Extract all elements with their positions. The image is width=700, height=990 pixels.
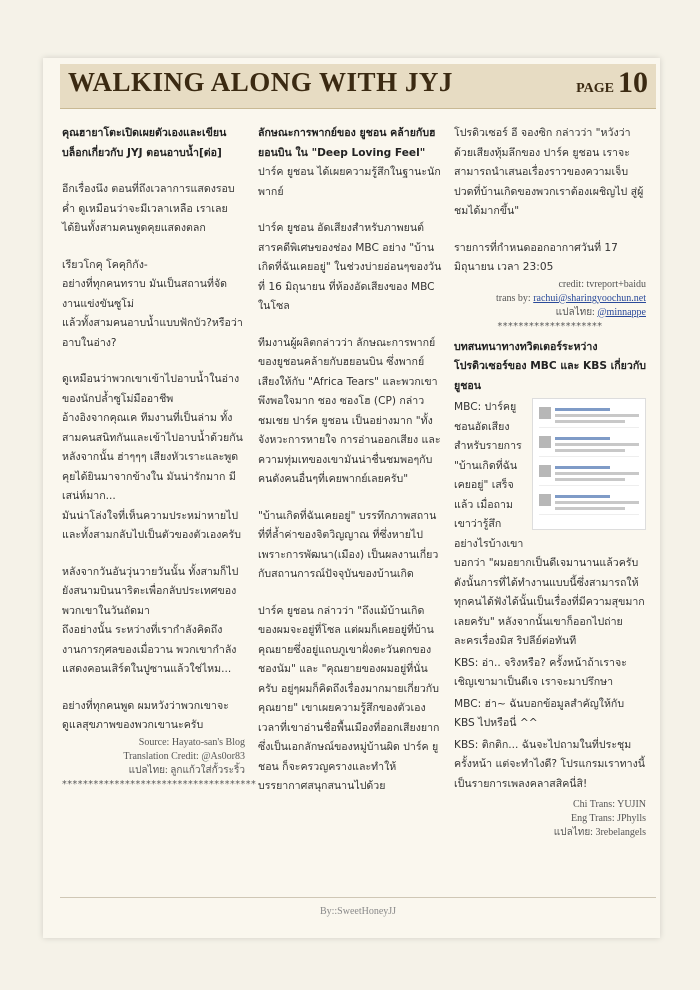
thai-translator-link[interactable]: @minnappe [597, 306, 646, 318]
header-banner [60, 64, 656, 109]
paragraph: ปาร์ค ยูชอน ได้เผยความรู้สึกในฐานะนักพากย์ [258, 166, 441, 198]
tweet [539, 492, 639, 515]
translator-credit [454, 292, 646, 306]
paragraph: MBC: ฮ่า~ ฉันบอกข้อมูลสำคัญให้กับ KBS ไปหรือนี่ ^^ [454, 697, 625, 729]
thai-translation-credit: แปลไทย: ลูกแก้วใส่กั้วระริ้ว [128, 764, 245, 776]
paragraph: ดูเหมือนว่าพวกเขาเข้าไปอาบน้ำในอ่างของนักปล้ำซูโม่มืออาชีพ อ้างอิงจากคุณเค ทีมงานที่เป็นล่าม ทั้งสามคนสนิทกันและเข้าไปอาบน้ำด้วยกัน หลังจากนั้น ฮ่าๆๆๆ เสียงหัวเราะและพูดคุยได้ยินมาจากข้างใน มันน่ารักมาก มีเสน่ห์มาก... มันน่าโล่งใจที่เห็นความประหม่าหายไปและทั้งสามกลับไปเป็นตัวของตัวเองครับ [62, 373, 243, 541]
paragraph: โปรดิวเซอร์ อี จองซิก กล่าวว่า "หวังว่าด้วยเสียงทุ้มลึกของ ปาร์ค ยูชอน เราจะสามารถนำเสนอเรื่องราวของความเจ็บปวดที่บ้านเกิดของพวกเราต้องเผชิญไป สู่ผู้ชมได้มากขึ้น" [454, 127, 644, 217]
column-3 [454, 124, 646, 840]
translator-link[interactable]: rachui@sharingyoochun.net [533, 292, 646, 304]
paragraph: KBS: อ่า.. จริงหรือ? ครั้งหน้าถ้าเราจะเชิญเขามาเป็นดีเจ เราจะมาปรึกษา [454, 656, 627, 688]
paragraph: KBS: ติกติก... ฉันจะไปถามในที่ประชุมครั้งหน้า แต่จะทำไงดี? โปรแกรมเราทางนี้เป็นรายการเพลงคลาสสิคนี่สิ! [454, 738, 646, 790]
paragraph: รายการที่กำหนดออกอากาศวันที่ 17 มิถุนายน เวลา 23:05 [454, 241, 618, 273]
paragraph: เรียวโกคุ โคคุกิกัง- อย่างที่ทุกคนทราบ มันเป็นสถานที่จัดงานแข่งขันซูโม่ แล้วทั้งสามคนอาบน้ำแบบฟักบัว?หรือว่าอาบในอ่าง? [62, 258, 243, 349]
paragraph: "บ้านเกิดที่ฉันเคยอยู่" บรรทึกภาพสถานที่ที่ล้ำค่าของจิตวิญญาณ ที่ซึ่งหายไปเพราะการพัฒนา(เมือง) เป็นผลงานเกี่ยวกับสถานการณ์ปัจจุบันของบ้านเกิด [258, 509, 439, 580]
source-credit: credit: tvreport+baidu [558, 278, 646, 290]
page-footer [60, 897, 656, 917]
paragraph: อีกเรื่องนึง ตอนที่ถึงเวลาการแสดงรอบค่ำ ดูเหมือนว่าจะมีเวลาเหลือ เราเลยได้ยินทั้งสามคนพูดคุยแสดงตลก [62, 183, 235, 234]
separator-stars: ******************** [497, 320, 603, 332]
column-1 [62, 124, 257, 792]
paragraph: ปาร์ค ยูชอน กล่าวว่า "ถึงแม้บ้านเกิดของผมจะอยู่ที่โซล แต่ผมก็เคยอยู่ที่บ้านคุณยายซึ่งอยู่แถบภูเขาฝั่งตะวันตกของชองนัม" และ "คุณยายของผมอยู่ที่นั่นครับ อยู่ๆผมก็คิดถึงเรื่องมากมายเกี่ยวกับคุณยาย" เขาเผยความรู้สึกของตัวเอง เวลาที่เขาอ่านชื่อพื้นเมืองที่ออกเสียงยาก ซึ่งเป็นเอกลักษณ์ของหมู่บ้านผิด ปาร์ค ยูชอน ก็จะครวญครางและทำให้บรรยากาศสนุกสนานไปด้วย [258, 604, 440, 792]
separator-stars: ************************************* [62, 778, 257, 790]
trans-label: trans by: [495, 292, 534, 304]
column-2 [258, 124, 443, 814]
article-heading: บทสนทนาทางทวิตเตอร์ระหว่างโปรดิวเซอร์ของ MBC และ KBS เกี่ยวกับยูชอน [454, 340, 646, 392]
page-num-value: 10 [618, 66, 648, 99]
tweet [539, 463, 639, 486]
magazine-title: WALKING ALONG WITH JYJ [68, 67, 453, 97]
page-number [576, 66, 648, 100]
paragraph: หลังจากวันอันวุ่นวายวันนั้น ทั้งสามก็ไปยังสนามบินนาริตะเพื่อกลับประเทศของพวกเขาในวันถัดมา ถึงอย่างนั้น ระหว่างที่เรากำลังคิดถึงงานการกุศลของเมื่อวาน พวกเขากำลังแสดงคอนเสิร์ตในปูซานแล้วใช่ไหม... [62, 565, 239, 675]
thai-translator-credit [454, 306, 646, 320]
credits-block [62, 736, 245, 778]
tweet [539, 434, 639, 457]
source-credit: Source: Hayato-san's Blog [138, 736, 245, 748]
english-translation-credit: Eng Trans: JPhylls [570, 813, 646, 824]
credits-block [454, 278, 646, 320]
thai-label: แปลไทย: [555, 306, 598, 318]
credits-block [454, 798, 646, 840]
paragraph: MBC: ปาร์คยูชอนอัดเสียงสำหรับรายการ "บ้านเกิดที่ฉันเคยอยู่" เสร็จแล้ว เมื่อถามเขาว่ารู้สึกอย่างไรบ้างเขาบอกว่า "ผมอยากเป็นดีเจมานานแล้วครับ ดังนั้นการที่ได้ทำงานแบบนี้ซึ่งสามารถให้ทุกคนได้ฟังได้นั้นเป็นเรื่องที่มีความสุขมากเลยครับ" หลังจากนั้นเขาก็ออกไปถ่ายละครเรื่องมิส ริปลีย์ต่อทันที [454, 401, 645, 647]
thai-translation-credit: แปลไทย: 3rebelangels [553, 827, 646, 838]
chinese-translation-credit: Chi Trans: YUJIN [573, 799, 646, 810]
translation-credit: Translation Credit: @As0or83 [123, 750, 245, 762]
article-heading: คุณฮายาโตะเปิดเผยตัวเองและเขียนบล็อกเกี่ยวกับ JYJ ตอนอาบน้ำ[ต่อ] [62, 127, 227, 159]
tweet [539, 405, 639, 428]
paragraph: ปาร์ค ยูชอน อัดเสียงสำหรับภาพยนต์สารคดีพิเศษของช่อง MBC อย่าง "บ้านเกิดที่ฉันเคยอยู่" ในช่วงบ่ายอ่อนๆของวันที่ 16 มิถุนายน ที่ห้องอัดเสียงของ MBC ในโซล [258, 222, 442, 312]
byline: By::SweetHoneyJJ [319, 906, 397, 917]
paragraph: อย่างที่ทุกคนพูด ผมหวังว่าพวกเขาจะดูแลสุขภาพของพวกเขานะครับ [62, 699, 229, 731]
article-heading: ลักษณะการพากย์ของ ยูชอน คล้ายกับฮยอนบิน ใน "Deep Loving Feel" [258, 127, 436, 159]
page-label: PAGE [576, 81, 614, 96]
twitter-screenshot-image [532, 398, 646, 530]
paragraph: ทีมงานผู้ผลิตกล่าวว่า ลักษณะการพากย์ของยูชอนคล้ายกับฮยอนบิน ซึ่งพากย์เสียงให้กับ "Africa Tears" และพวกเขาพึงพอใจมาก ชอง ซองโฮ (CP) กล่าวชมเชย ปาร์ค ยูชอน เป็นอย่างมาก "ทั้งจังหวะการหายใจ การอ่านออกเสียง และความทุ่มเทของเขามันน่าชื่นชมพอๆกับคนดังคนอื่นๆที่เคยพากย์เลยครับ" [258, 336, 441, 485]
